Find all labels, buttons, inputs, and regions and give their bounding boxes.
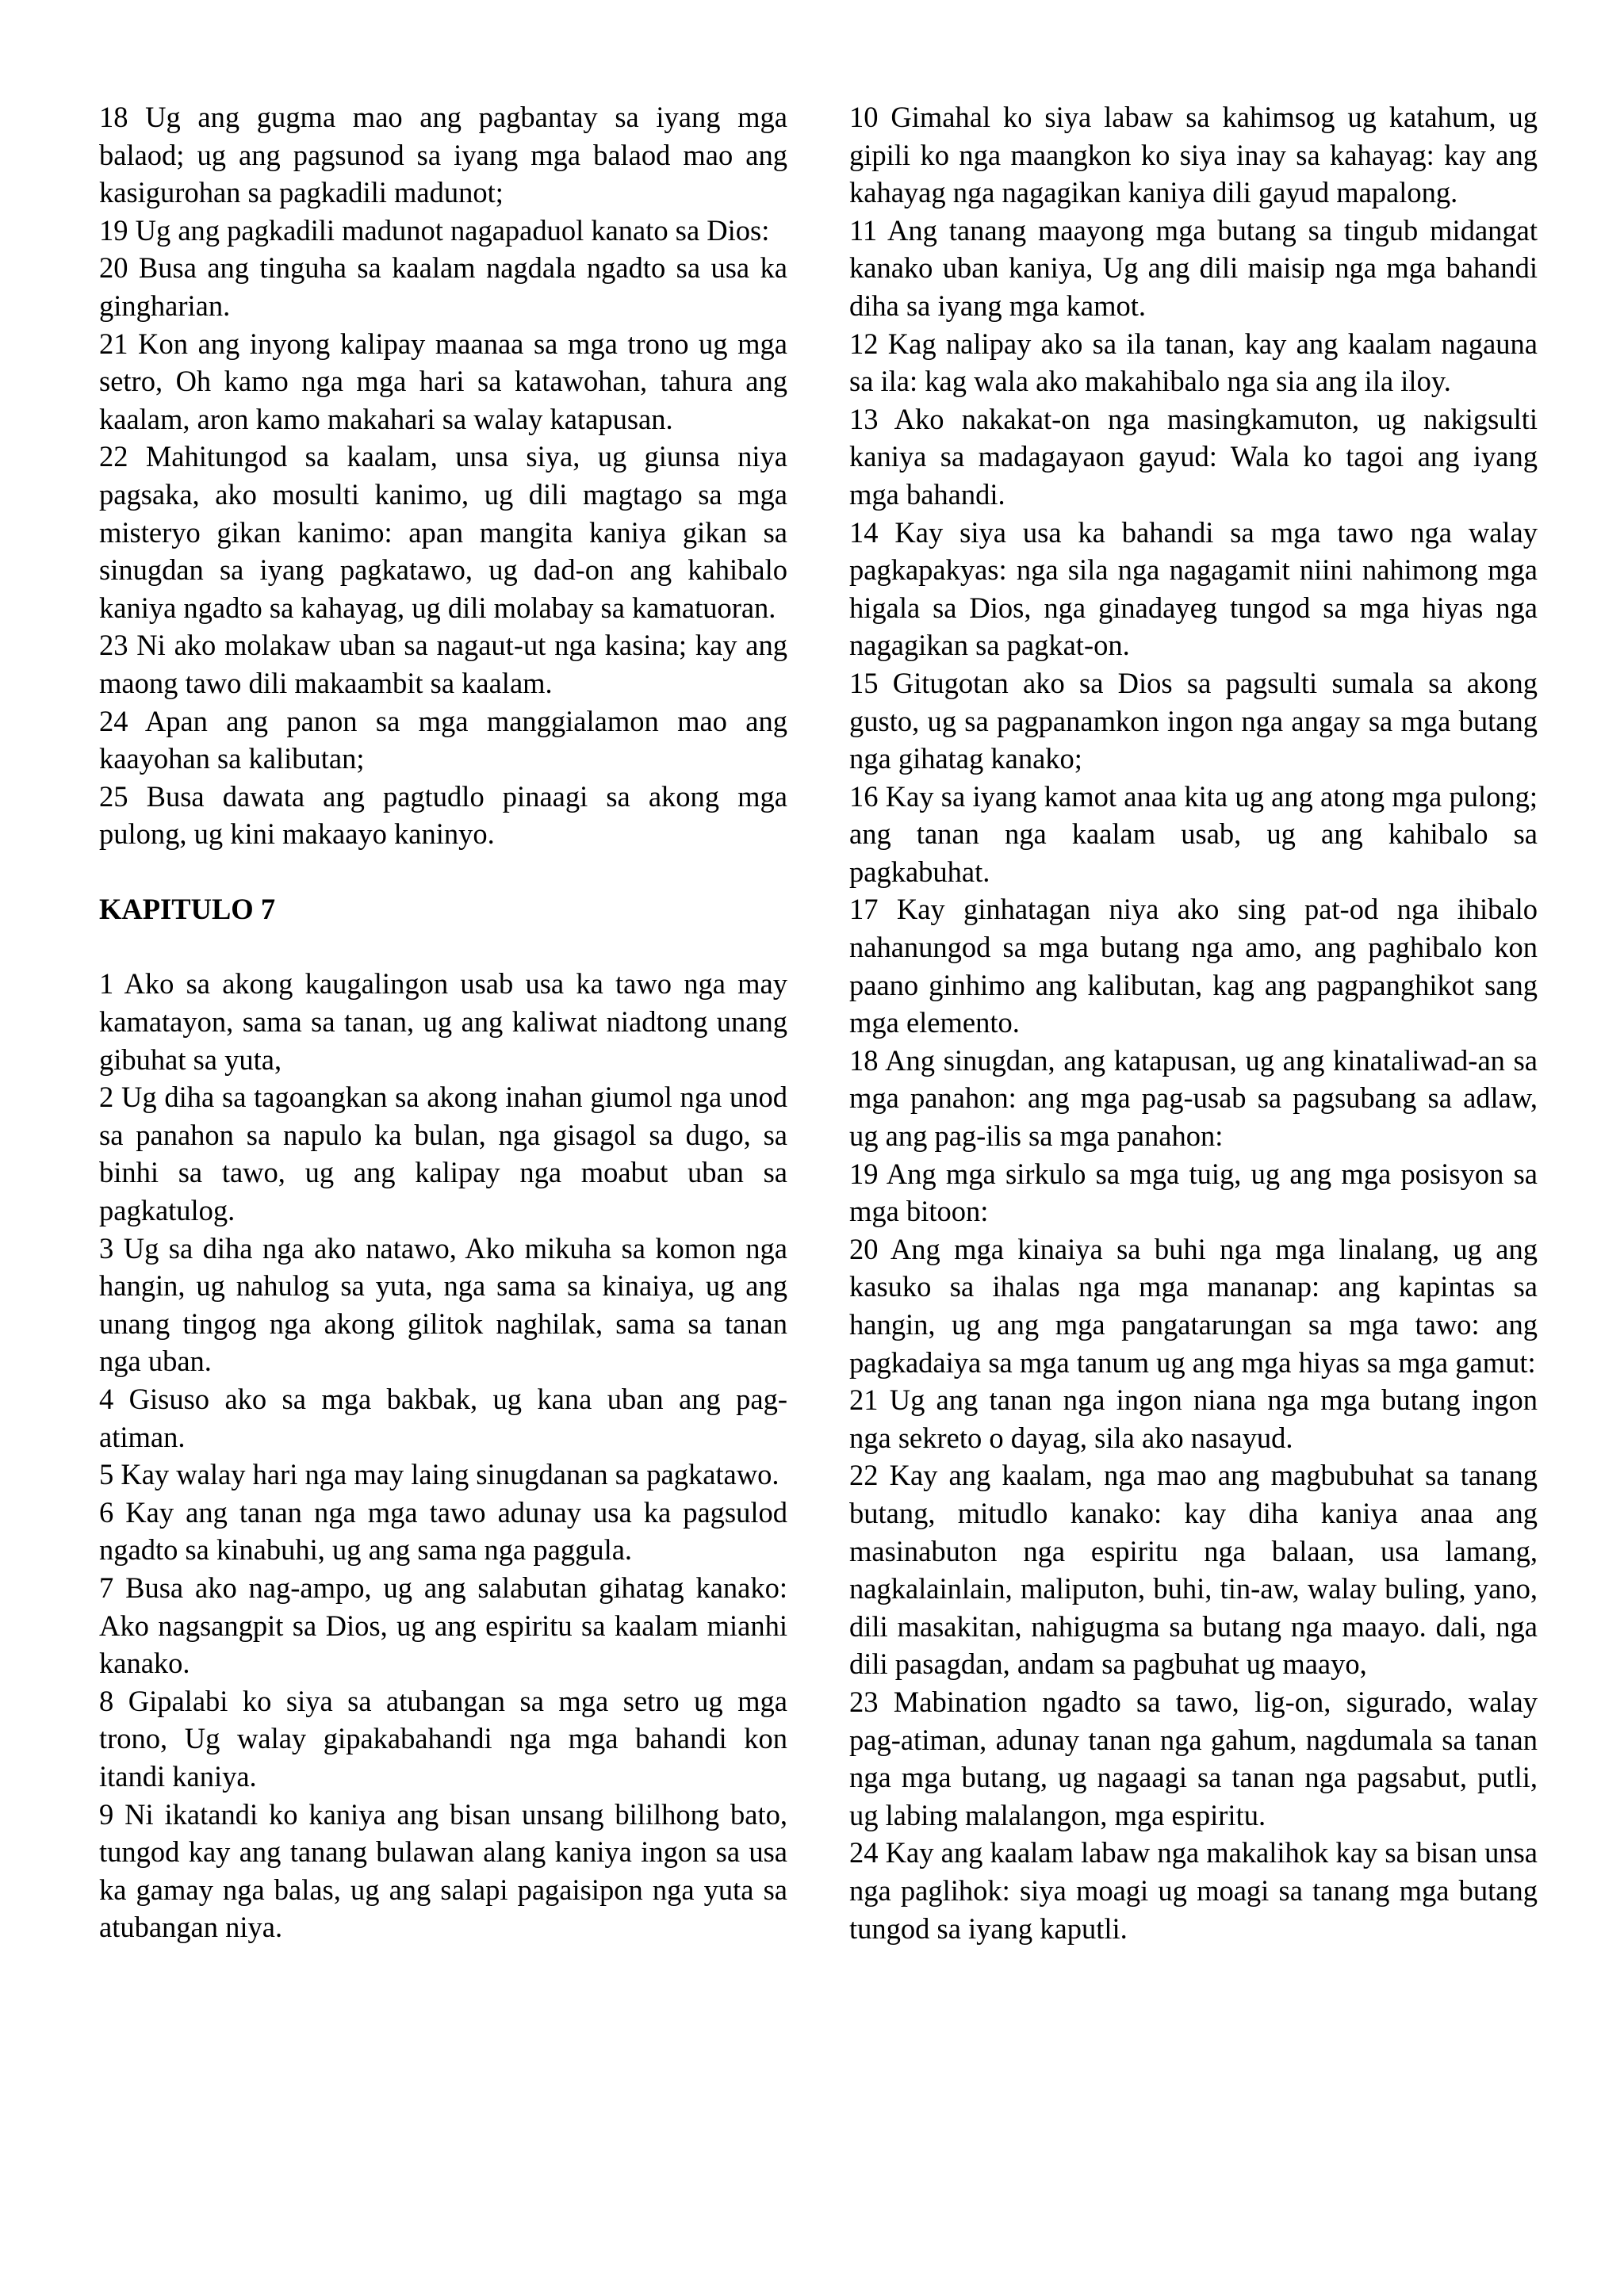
chapter7-verse-23: 23 Mabination ngadto sa tawo, lig-on, sigurado, walay pag-atiman, adunay tanan nga gahum, nagdumala sa tanan nga mga butang, ug nagaagi sa tanan nga pagsabut, putli, ug labing malalangon, mga espiritu. — [849, 1685, 1538, 1831]
chapter7-verse-1: 1 Ako sa akong kaugalingon usab usa ka tawo nga may kamatayon, sama sa tanan, ug ang kaliwat niadtong unang gibuhat sa yuta, — [99, 967, 787, 1076]
verse-18: 18 Ug ang gugma mao ang pagbantay sa iyang mga balaod; ug ang pagsunod sa iyang mga balaod mao ang kasigurohan sa pagkadili madunot; — [99, 101, 787, 209]
chapter7-verse-14: 14 Kay siya usa ka bahandi sa mga tawo nga walay pagkapakyas: nga sila nga nagagamit niini nahimong mga higala sa Dios, nga ginadayeg tungod sa mga hiyas nga nagagikan sa pagkat-on. — [849, 515, 1538, 662]
chapter7-verse-18: 18 Ang sinugdan, ang katapusan, ug ang kinataliwad-an sa mga panahon: ang mga pag-usab sa pagsubang sa adlaw, ug ang pag-ilis sa mga panahon: — [849, 1043, 1538, 1153]
chapter7-verse-13: 13 Ako nakakat-on nga masingkamuton, ug nakigsulti kaniya sa madagayaon gayud: Wala ko tagoi ang iyang mga bahandi. — [849, 402, 1538, 511]
chapter-heading: KAPITULO 7 — [99, 892, 276, 925]
chapter7-verse-2: 2 Ug diha sa tagoangkan sa akong inahan giumol nga unod sa panahon sa napulo ka bulan, nga gisagol sa dugo, sa binhi sa tawo, ug ang kalipay nga moabut uban sa pagkatulog. — [99, 1081, 787, 1227]
chapter7-verse-10: 10 Gimahal ko siya labaw sa kahimsog ug katahum, ug gipili ko nga maangkon ko siya inay sa kahayag: kay ang kahayag nga nagagikan kaniya dili gayud mapalong. — [849, 101, 1538, 209]
right-column — [849, 98, 1538, 1947]
chapter7-verse-11: 11 Ang tanang maayong mga butang sa tingub midangat kanako uban kaniya, Ug ang dili maisip nga mga bahandi diha sa iyang mga kamot. — [849, 213, 1538, 322]
chapter7-verse-5: 5 Kay walay hari nga may laing sinugdanan sa pagkatawo. — [99, 1458, 779, 1491]
verse-24: 24 Apan ang panon sa mga manggialamon mao ang kaayohan sa kalibutan; — [99, 704, 787, 775]
verse-25: 25 Busa dawata ang pagtudlo pinaagi sa akong mga pulong, ug kini makaayo kaninyo. — [99, 779, 787, 851]
chapter7-verse-9: 9 Ni ikatandi ko kaniya ang bisan unsang bililhong bato, tungod kay ang tanang bulawan alang kaniya ingon sa usa ka gamay nga balas, ug ang salapi pagaisipon nga yuta sa atubangan niya. — [99, 1797, 787, 1944]
chapter7-verse-12: 12 Kag nalipay ako sa ila tanan, kay ang kaalam nagauna sa ila: kag wala ako makahibalo nga sia ang ila iloy. — [849, 327, 1538, 398]
verse-22: 22 Mahitungod sa kaalam, unsa siya, ug giunsa niya pagsaka, ako mosulti kanimo, ug dili magtago sa mga misteryo gikan kanimo: apan mangita kaniya gikan sa sinugdan sa iyang pagkatawo, ug dad-on ang kahibalo kaniya ngadto sa kahayag, ug dili molabay sa kamatuoran. — [99, 440, 787, 624]
chapter7-verse-24: 24 Kay ang kaalam labaw nga makalihok kay sa bisan unsa nga paglihok: siya moagi ug moagi sa tanang mga butang tungod sa iyang kaputli. — [849, 1836, 1538, 1945]
chapter7-verse-21: 21 Ug ang tanan nga ingon niana nga mga butang ingon nga sekreto o dayag, sila ako nasayud. — [849, 1383, 1538, 1454]
chapter7-verse-7: 7 Busa ako nag-ampo, ug ang salabutan gihatag kanako: Ako nagsangpit sa Dios, ug ang espiritu sa kaalam mianhi kanako. — [99, 1571, 787, 1680]
chapter7-verse-15: 15 Gitugotan ako sa Dios sa pagsulti sumala sa akong gusto, ug sa pagpanamkon ingon nga angay sa mga butang nga gihatag kanako; — [849, 666, 1538, 775]
chapter7-verse-4: 4 Gisuso ako sa mga bakbak, ug kana uban ang pag-atiman. — [99, 1383, 787, 1453]
verse-20: 20 Busa ang tinguha sa kaalam nagdala ngadto sa usa ka gingharian. — [99, 251, 787, 322]
chapter7-verse-22: 22 Kay ang kaalam, nga mao ang magbubuhat sa tanang butang, mitudlo kanako: kay diha kaniya anaa ang masinabuton nga espiritu nga balaan, usa lamang, nagkalainlain, maliputon, buhi, tin-aw, walay buling, yano, dili masakitan, nahigugma sa butang nga maayo. dali, nga dili pasagdan, andam sa pagbuhat ug maayo, — [849, 1459, 1538, 1681]
left-column — [99, 98, 787, 1946]
chapter7-verse-3: 3 Ug sa diha nga ako natawo, Ako mikuha sa komon nga hangin, ug nahulog sa yuta, nga sama sa kinaiya, ug ang unang tingog nga akong gilitok naghilak, sama sa tanan nga uban. — [99, 1231, 787, 1378]
chapter7-verse-6: 6 Kay ang tanan nga mga tawo adunay usa ka pagsulod ngadto sa kinabuhi, ug ang sama nga paggula. — [99, 1495, 787, 1567]
verse-21: 21 Kon ang inyong kalipay maanaa sa mga trono ug mga setro, Oh kamo nga mga hari sa katawohan, tahura ang kaalam, aron kamo makahari sa walay katapusan. — [99, 327, 787, 435]
chapter7-verse-19: 19 Ang mga sirkulo sa mga tuig, ug ang mga posisyon sa mga bitoon: — [849, 1157, 1538, 1228]
verse-23: 23 Ni ako molakaw uban sa nagaut-ut nga kasina; kay ang maong tawo dili makaambit sa kaalam. — [99, 629, 787, 699]
chapter7-verse-20: 20 Ang mga kinaiya sa buhi nga mga linalang, ug ang kasuko sa ihalas nga mga mananap: ang kapintas sa hangin, ug ang mga pangatarungan sa mga tawo: ang pagkadaiya sa mga tanum ug ang mga hiyas sa mga gamut: — [849, 1232, 1538, 1379]
chapter7-verse-17: 17 Kay ginhatagan niya ako sing pat-od nga ihibalo nahanungod sa mga butang nga amo, ang paghibalo kon paano ginhimo ang kalibutan, kag ang pagpanghikot sang mga elemento. — [849, 893, 1538, 1039]
chapter7-verse-8: 8 Gipalabi ko siya sa atubangan sa mga setro ug mga trono, Ug walay gipakabahandi nga mga bahandi kon itandi kaniya. — [99, 1684, 787, 1793]
chapter7-verse-16: 16 Kay sa iyang kamot anaa kita ug ang atong mga pulong; ang tanan nga kaalam usab, ug ang kahibalo sa pagkabuhat. — [849, 779, 1538, 888]
verse-19: 19 Ug ang pagkadili madunot nagapaduol kanato sa Dios: — [99, 213, 770, 247]
